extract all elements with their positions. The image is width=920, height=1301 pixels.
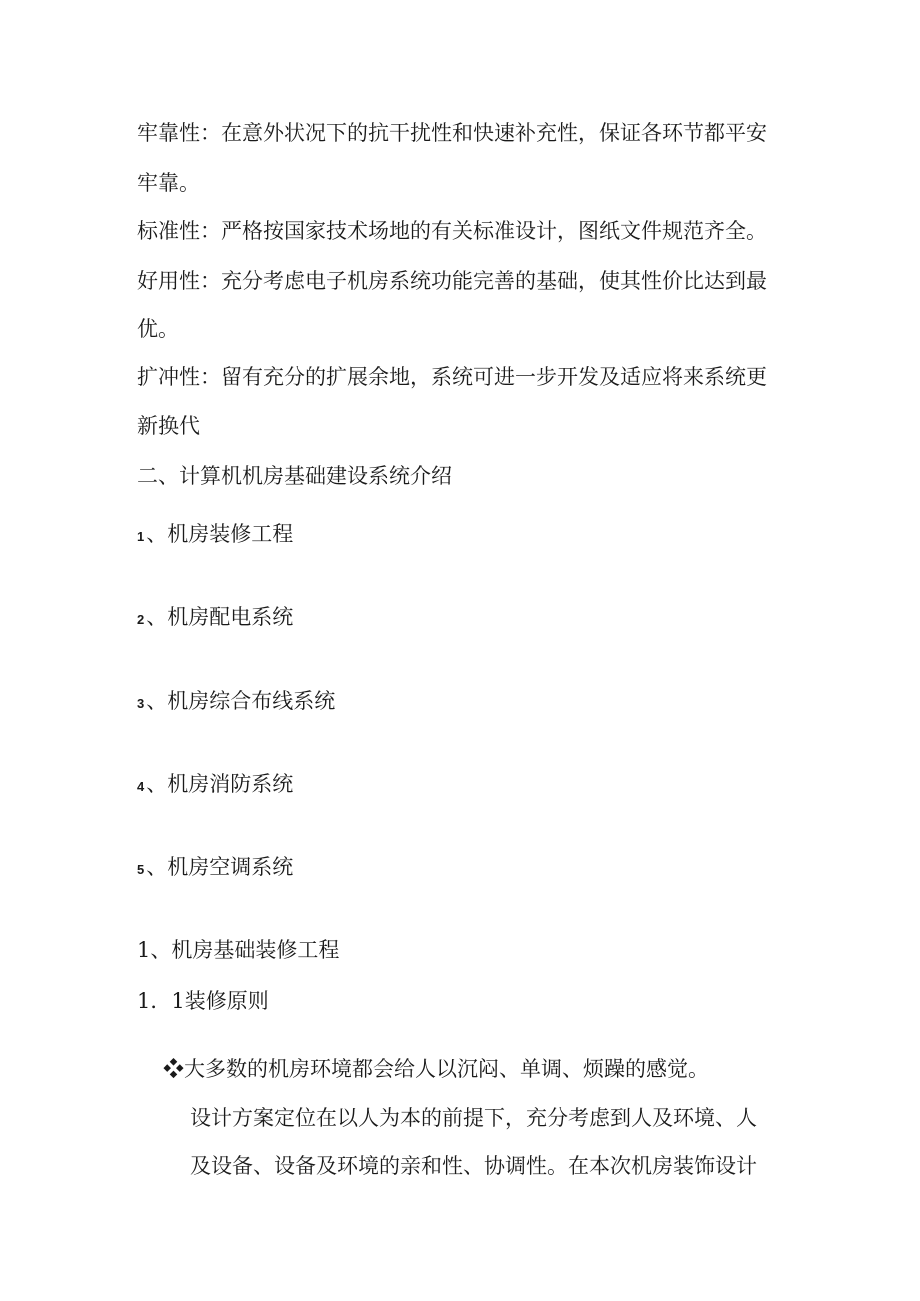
list-item-number: 3 xyxy=(137,696,145,711)
body-text-line2: 及设备、设备及环境的亲和性、协调性。在本次机房装饰设计 xyxy=(190,1154,757,1178)
paragraph-usability-line2: 优。 xyxy=(137,317,179,341)
list-item-2 xyxy=(137,604,293,633)
body-text-line1: 设计方案定位在以人为本的前提下，充分考虑到人及环境、人 xyxy=(190,1106,757,1130)
paragraph-standard-line1: 标准性：严格按国家技术场地的有关标准设计，图纸文件规范齐全。 xyxy=(137,219,767,243)
bullet-item xyxy=(163,1056,709,1082)
section-heading: 二、计算机机房基础建设系统介绍 xyxy=(137,464,452,488)
list-item-label: 、机房配电系统 xyxy=(146,605,294,629)
paragraph-usability-line1: 好用性：充分考虑电子机房系统功能完善的基础，使其性价比达到最 xyxy=(137,269,767,293)
list-item-label: 、机房综合布线系统 xyxy=(146,689,336,713)
list-item-1 xyxy=(137,521,293,550)
paragraph-reliability-line2: 牢靠。 xyxy=(137,171,200,195)
list-item-number: 2 xyxy=(137,612,145,627)
list-item-3 xyxy=(137,688,335,717)
list-item-label: 、机房消防系统 xyxy=(146,772,294,796)
sub-subsection-heading: 1．1装修原则 xyxy=(137,989,269,1013)
list-item-4 xyxy=(137,771,293,800)
paragraph-expandability-line1: 扩冲性：留有充分的扩展余地，系统可进一步开发及适应将来系统更 xyxy=(137,365,767,389)
bullet-text: 大多数的机房环境都会给人以沉闷、单调、烦躁的感觉。 xyxy=(184,1057,709,1081)
list-item-label: 、机房空调系统 xyxy=(146,855,294,879)
list-item-label: 、机房装修工程 xyxy=(146,522,294,546)
subsection-heading: 1、机房基础装修工程 xyxy=(137,938,340,962)
list-item-number: 5 xyxy=(137,862,145,877)
paragraph-expandability-line2: 新换代 xyxy=(137,414,200,438)
list-item-5 xyxy=(137,854,293,883)
diamond-bullet-icon: ❖ xyxy=(163,1057,184,1081)
list-item-number: 1 xyxy=(137,529,145,544)
list-item-number: 4 xyxy=(137,779,145,794)
paragraph-reliability-line1: 牢靠性：在意外状况下的抗干扰性和快速补充性，保证各环节都平安 xyxy=(137,121,767,145)
